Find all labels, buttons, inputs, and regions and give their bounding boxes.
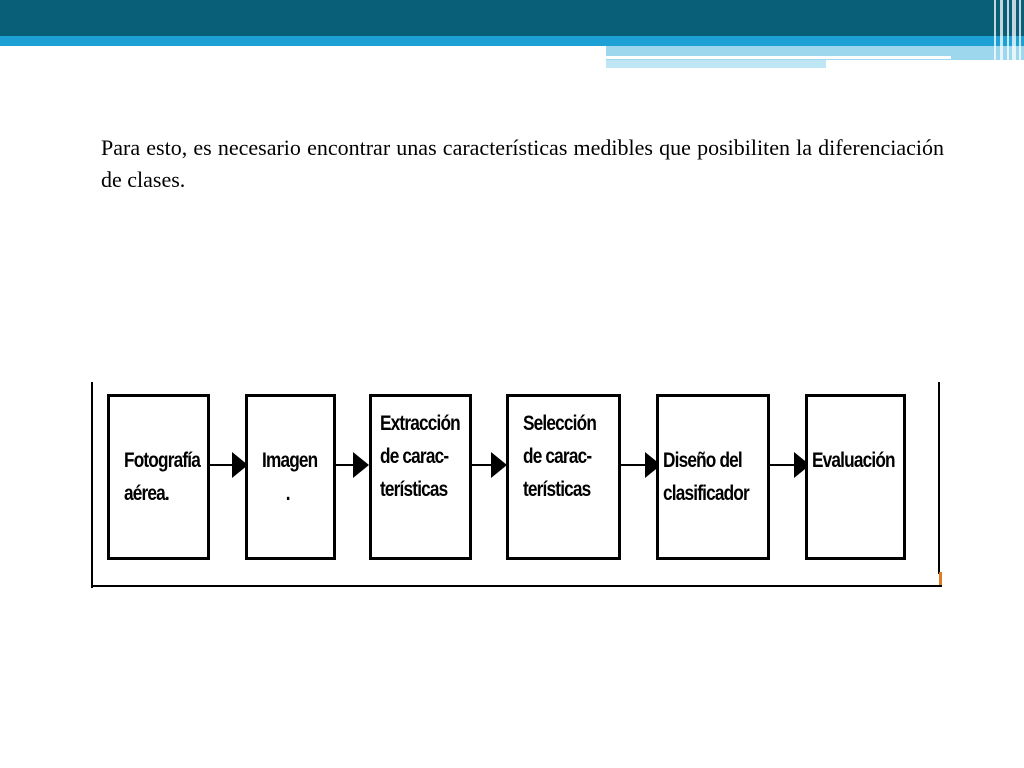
diagram-frame-left: [91, 382, 93, 588]
step-box-evaluacion: [805, 394, 906, 560]
header-accent-band: [0, 36, 1024, 46]
step-label: Diseño del clasificador: [663, 449, 749, 505]
flow-arrow-head: [491, 452, 507, 478]
step-box-diseno: [656, 394, 770, 560]
diagram-frame-bottom: [91, 585, 942, 587]
flow-arrow-line: [210, 464, 232, 466]
step-label: Fotografía aérea.: [124, 449, 200, 505]
step-box-imagen: [245, 394, 336, 560]
header-thin-line: [606, 56, 951, 59]
step-box-seleccion: [506, 394, 621, 560]
diagram-frame-right: [938, 382, 940, 574]
header-stripes: [990, 0, 1024, 68]
step-label: Imagen .: [262, 449, 318, 505]
flow-diagram: [91, 382, 942, 588]
step-box-extraccion: [369, 394, 472, 560]
header-pale-band: [606, 60, 826, 68]
header-band: [0, 0, 1024, 36]
flow-arrow-head: [353, 452, 369, 478]
step-label: Selección de carac- terísticas: [523, 412, 597, 501]
step-label: Extracción de carac- terísticas: [380, 412, 460, 501]
step-label: Evaluación: [812, 449, 895, 472]
diagram-corner-mark: [939, 572, 942, 585]
body-paragraph: Para esto, es necesario encontrar unas características medibles que posibiliten la diferenciación de clases.: [101, 135, 944, 192]
step-box-fotografia: [107, 394, 210, 560]
